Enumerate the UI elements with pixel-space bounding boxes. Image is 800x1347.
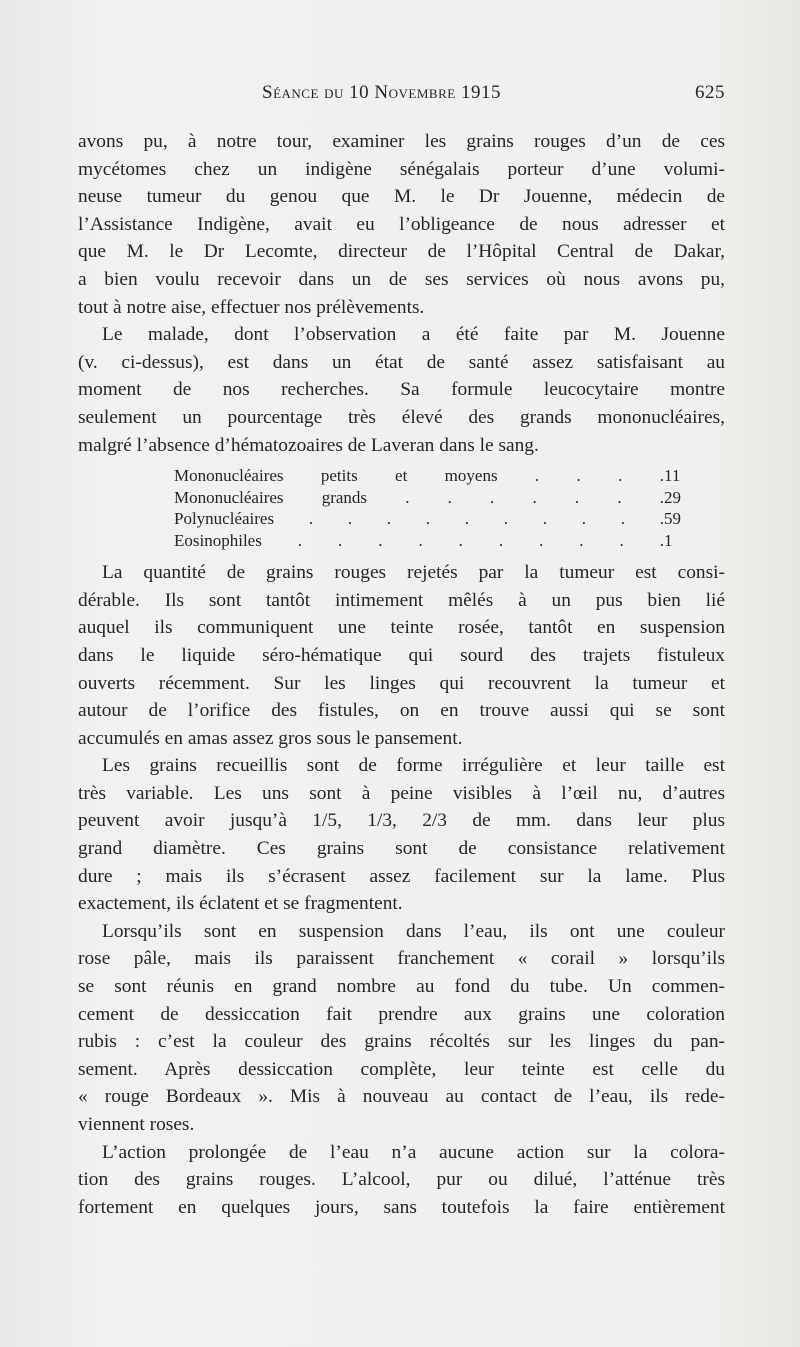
text-line: tion des grains rouges. L’alcool, pur ou dilué, l’atténue très [78, 1169, 725, 1191]
table-row [174, 487, 704, 509]
paragraph [78, 1139, 725, 1222]
cell-type-label: Polynucléaires . . . . . . . . . . [174, 509, 664, 529]
leucocyte-formula-table [174, 465, 704, 551]
cell-type-percentage: 1 [664, 530, 673, 550]
text-line: Lorsqu’ils sont en suspension dans l’eau, ils ont une couleur [102, 920, 725, 942]
text-line: mycétomes chez un indigène sénégalais porteur d’une volumi- [78, 158, 725, 180]
text-line: « rouge Bordeaux ». Mis à nouveau au contact de l’eau, ils rede- [78, 1086, 725, 1108]
text-line: avons pu, à notre tour, examiner les grains rouges d’un de ces [78, 131, 725, 152]
body-text [78, 128, 725, 1221]
cell-type-percentage: 29 [664, 487, 681, 507]
text-line: cement de dessiccation fait prendre aux grains une coloration [78, 1003, 725, 1025]
text-line: Le malade, dont l’observation a été faite par M. Jouenne [102, 324, 725, 346]
text-line: (v. ci-dessus), est dans un état de santé assez satisfaisant au [78, 351, 725, 373]
text-line: L’action prolongée de l’eau n’a aucune action sur la colora- [102, 1141, 725, 1163]
text-line: a bien voulu recevoir dans un de ses services où nous avons pu, [78, 268, 725, 290]
cell-type-percentage: 59 [664, 509, 681, 529]
text-line: La quantité de grains rouges rejetés par la tumeur est consi- [102, 562, 725, 584]
text-line: malgré l’absence d’hématozoaires de Laveran dans le sang. [78, 434, 539, 456]
cell-type-percentage: 11 [664, 466, 681, 486]
text-line: peuvent avoir jusqu’à 1/5, 1/3, 2/3 de mm. dans leur plus [78, 810, 725, 832]
text-line: viennent roses. [78, 1114, 195, 1135]
paragraph [78, 321, 725, 459]
cell-type-label: Mononucléaires grands . . . . . . . [174, 487, 664, 507]
running-title: Séance du 10 Novembre 1915 [262, 82, 501, 103]
text-line: fortement en quelques jours, sans toutefois la faire entièrement [78, 1196, 725, 1218]
text-line: tout à notre aise, effectuer nos prélèvements. [78, 296, 425, 318]
text-line: sement. Après dessiccation complète, leur teinte est celle du [78, 1058, 725, 1080]
text-line: l’Assistance Indigène, avait eu l’obligeance de nous adresser et [78, 213, 725, 235]
cell-type-label: Eosinophiles . . . . . . . . . . [174, 530, 664, 550]
text-line: très variable. Les uns sont à peine visibles à l’œil nu, d’autres [78, 782, 725, 804]
cell-type-label: Mononucléaires petits et moyens . . . . [174, 466, 664, 486]
table-row [174, 508, 704, 530]
page-number: 625 [695, 82, 725, 103]
text-line: exactement, ils éclatent et se fragmentent. [78, 893, 403, 915]
text-line: rubis : c’est la couleur des grains récoltés sur les linges du pan- [78, 1031, 725, 1053]
text-line: ouverts récemment. Sur les linges qui recouvrent la tumeur et [78, 672, 725, 694]
text-line: dure ; mais ils s’écrasent assez facilement sur la lame. Plus [78, 865, 725, 887]
text-line: que M. le Dr Lecomte, directeur de l’Hôpital Central de Dakar, [78, 241, 725, 263]
text-line: seulement un pourcentage très élevé des grands mononucléaires, [78, 406, 725, 428]
paragraph [78, 128, 725, 321]
text-line: auquel ils communiquent une teinte rosée, tantôt en suspension [78, 617, 725, 639]
text-line: dans le liquide séro-hématique qui sourd des trajets fistuleux [78, 644, 725, 666]
text-line: se sont réunis en grand nombre au fond du tube. Un commen- [78, 976, 725, 998]
text-line: neuse tumeur du genou que M. le Dr Jouenne, médecin de [78, 186, 725, 208]
table-row [174, 465, 704, 487]
page-header [78, 78, 725, 108]
text-line: dérable. Ils sont tantôt intimement mêlés à un pus bien lié [78, 589, 725, 611]
paragraph [78, 559, 725, 752]
text-line: Les grains recueillis sont de forme irrégulière et leur taille est [102, 755, 725, 777]
table-row [174, 530, 704, 552]
text-line: rose pâle, mais ils paraissent franchement « corail » lorsqu’ils [78, 948, 725, 970]
text-line: autour de l’orifice des fistules, on en trouve aussi qui se sont [78, 700, 725, 722]
text-line: moment de nos recherches. Sa formule leucocytaire montre [78, 379, 725, 401]
paragraph [78, 752, 725, 918]
text-line: accumulés en amas assez gros sous le pansement. [78, 727, 463, 749]
text-line: grand diamètre. Ces grains sont de consistance relativement [78, 838, 725, 860]
paragraph [78, 918, 725, 1139]
